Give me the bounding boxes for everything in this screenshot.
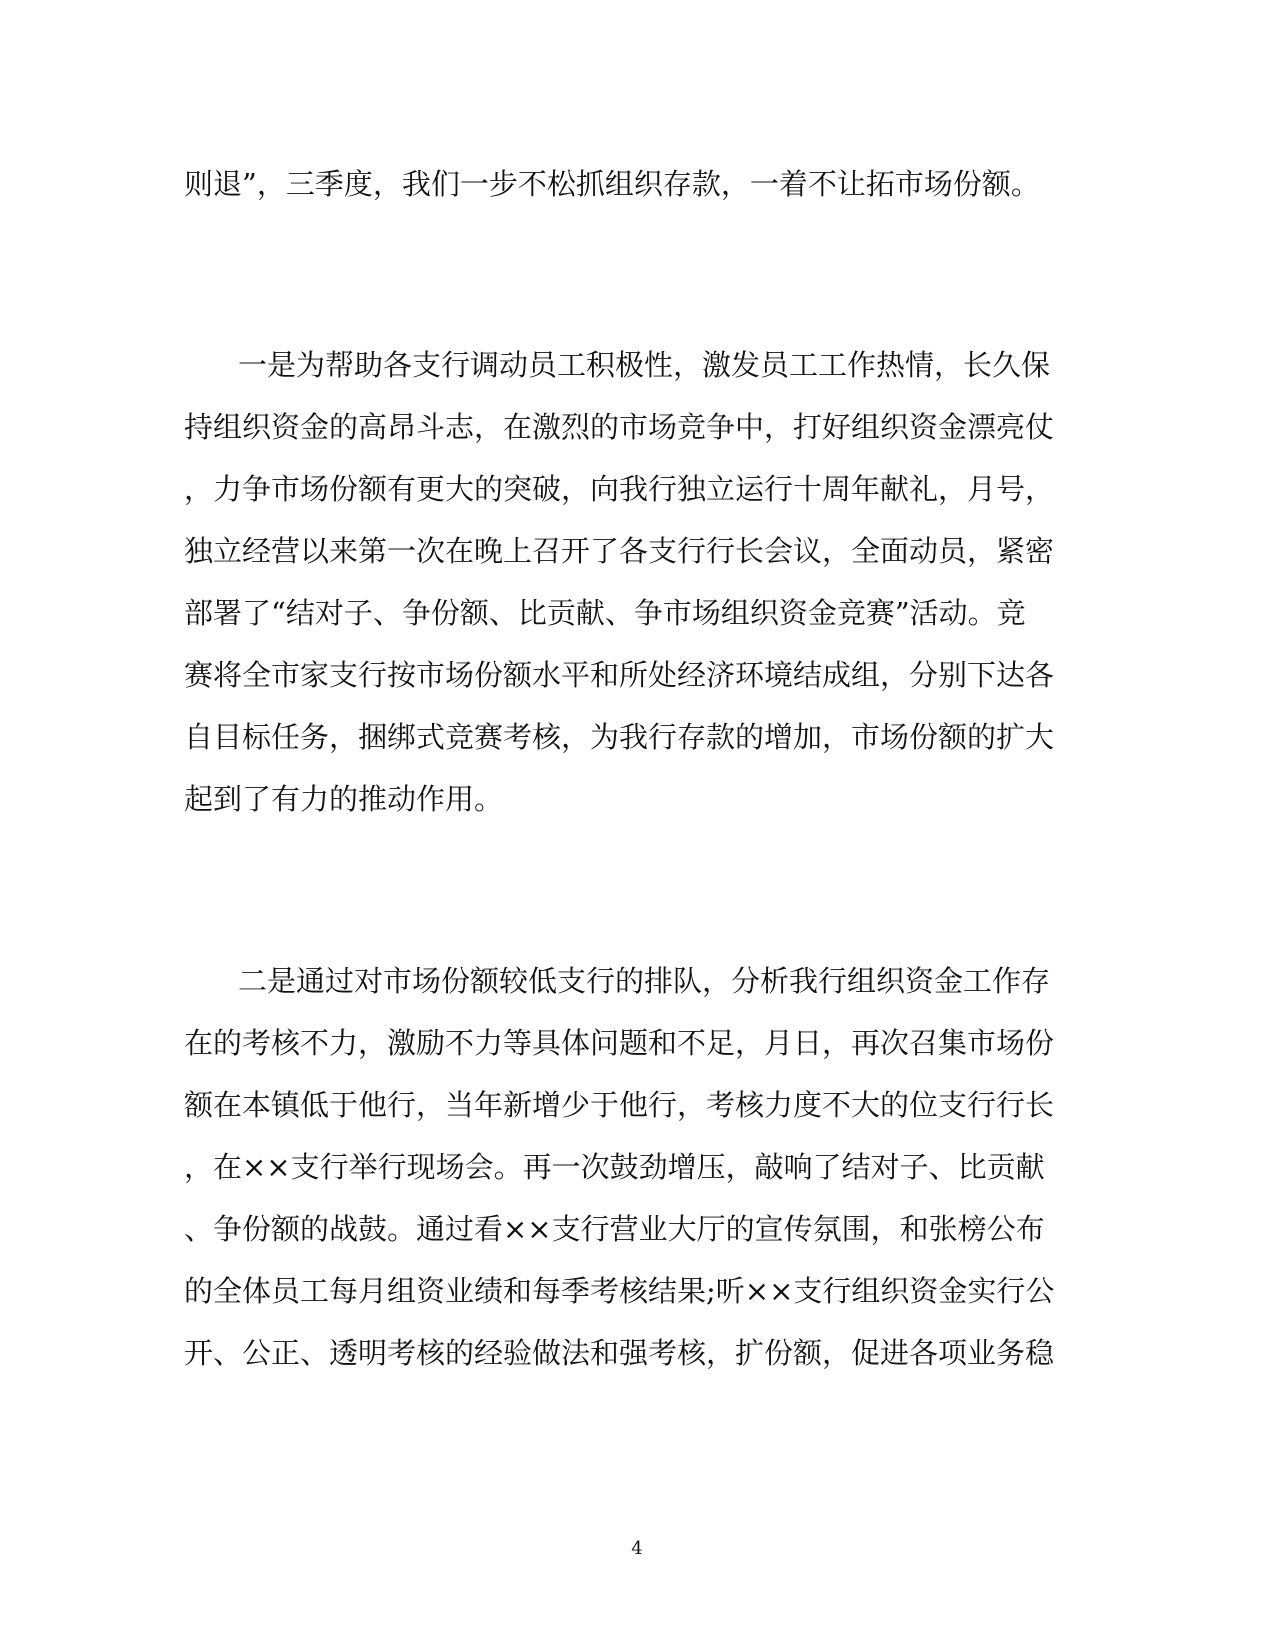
paragraph-3-line-2: 在的考核不力，激励不力等具体问题和不足，月日，再次召集市场份 [184, 1026, 1055, 1060]
paragraph-3-line-7: 开、公正、透明考核的经验做法和强考核，扩份额，促进各项业务稳 [184, 1336, 1055, 1370]
paragraph-2-line-1: 一是为帮助各支行调动员工积极性，激发员工工作热情，长久保 [238, 348, 1051, 382]
paragraph-2-line-3: ，力争市场份额有更大的突破，向我行独立运行十周年献礼，月号， [184, 472, 1055, 506]
paragraph-2-line-7: 自目标任务，捆绑式竞赛考核，为我行存款的增加，市场份额的扩大 [184, 720, 1055, 754]
paragraph-2-line-6: 赛将全市家支行按市场份额水平和所处经济环境结成组，分别下达各 [184, 658, 1055, 692]
paragraph-2-line-4: 独立经营以来第一次在晚上召开了各支行行长会议，全面动员，紧密 [184, 534, 1055, 568]
paragraph-3-line-5: 、争份额的战鼓。通过看××支行营业大厅的宣传氛围，和张榜公布 [184, 1212, 1045, 1246]
paragraph-3-line-1: 二是通过对市场份额较低支行的排队，分析我行组织资金工作存 [238, 964, 1051, 998]
paragraph-2-line-2: 持组织资金的高昂斗志，在激烈的市场竞争中，打好组织资金漂亮仗 [184, 410, 1055, 444]
paragraph-3-line-6: 的全体员工每月组资业绩和每季考核结果;听××支行组织资金实行公 [184, 1274, 1055, 1308]
page-number: 4 [631, 1538, 643, 1559]
paragraph-3-line-3: 额在本镇低于他行，当年新增少于他行，考核力度不大的位支行行长 [184, 1088, 1055, 1122]
paragraph-2-line-8: 起到了有力的推动作用。 [184, 782, 504, 816]
paragraph-3-line-4: ，在××支行举行现场会。再一次鼓劲增压，敲响了结对子、比贡献 [184, 1150, 1045, 1184]
paragraph-1-line-1: 则退”，三季度，我们一步不松抓组织存款，一着不让拓市场份额。 [184, 167, 1040, 201]
paragraph-2-line-5: 部署了“结对子、争份额、比贡献、争市场组织资金竞赛”活动。竞 [184, 596, 1026, 630]
